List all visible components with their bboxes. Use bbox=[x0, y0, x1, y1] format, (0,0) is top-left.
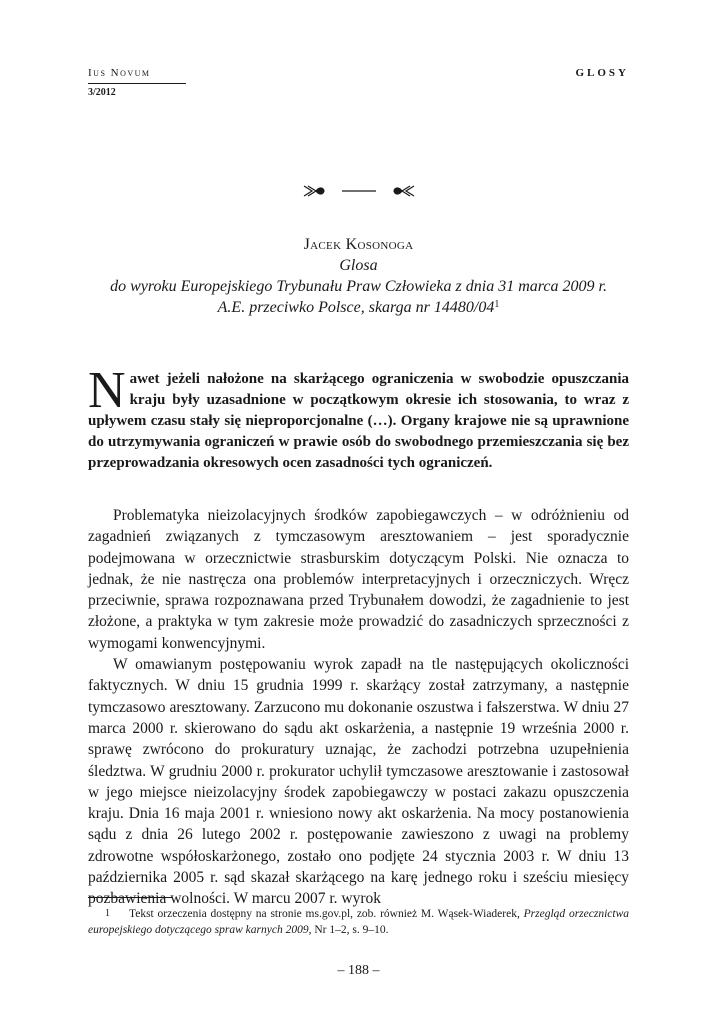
page-number: – 188 – bbox=[337, 963, 380, 978]
footnote-cited-title: Przegląd orzecznictwa europejskiego dotyczącego spraw karnych 2009 bbox=[88, 908, 630, 936]
article-title-block bbox=[88, 234, 629, 318]
body-paragraph: Problematyka nieizolacyjnych środków zapobiegawczych – w odróżnieniu od zagadnień związanych z tymczasowym aresztowaniem – jest sporadycznie podejmowana w orzecznictwie strasburskim dotyczącym Polski. Nie oznacza to jednak, że nie nastręcza ona problemów interpretacyjnych i orzeczniczych. Wręcz przeciwnie, sprawa rozpoznawana przed Trybunałem dowodzi, że zagadnienie to jest złożone, a praktyka w tym zakresie może prowadzić do zasadniczych sprzeczności z wymogami konwencyjnymi. bbox=[88, 507, 629, 652]
thesis-text: awet jeżeli nałożone na skarżącego ograniczenia w swobodzie opuszczania kraju były uzasadnione w początkowym okresie ich stosowania, to wraz z upływem czasu stały się nieproporcjonalne (…). Organy krajowe nie są uprawnione do utrzymywania ograniczeń w prawie osób do swobodnego przemieszczania się bez przeprowadzania okresowych ocen zasadności tych ograniczeń. bbox=[88, 371, 629, 471]
body-paragraph: W omawianym postępowaniu wyrok zapadł na tle następujących okoliczności faktycznych. W dniu 15 grudnia 1999 r. skarżący został zatrzymany, a następnie tymczasowo aresztowany. Zarzucono mu dokonanie oszustwa i fałszerstwa. W dniu 27 marca 2000 r. skierowano do sądu akt oskarżenia, a następnie 19 września 2000 r. sprawę zwrócono do prokuratury uznając, że zachodzi potrzebna uzupełnienia śledztwa. W grudniu 2000 r. prokurator uchylił tymczasowe aresztowanie i zastosował w jego miejsce nieizolacyjny środek zapobiegawczy w postaci zakazu opuszczenia kraju. Dnia 16 maja 2001 r. wniesiono nowy akt oskarżenia. Na mocy postanowienia sądu z dnia 26 lutego 2002 r. postępowanie zawieszono z uwagi na problemy zdrowotne współoskarżonego, zostało ono podjęte 24 stycznia 2003 r. W dniu 13 października 2005 r. sąd skazał skarżącego na karę jednego roku i sześciu miesięcy pozbawienia wolności. W marcu 2007 r. wyrok bbox=[88, 656, 629, 908]
fleuron-divider-icon bbox=[302, 183, 416, 199]
section-label: GLOSY bbox=[575, 67, 629, 79]
footnote-rule bbox=[88, 897, 172, 898]
body-text bbox=[88, 505, 629, 910]
issue-number: 3/2012 bbox=[88, 87, 116, 98]
footnote-number: 1 bbox=[105, 908, 110, 919]
author-name: Jacek Kosonoga bbox=[303, 236, 414, 253]
footnote-text-end: , Nr 1–2, s. 9–10. bbox=[308, 923, 389, 936]
article-kind: Glosa bbox=[339, 257, 378, 274]
journal-name: Ius Novum bbox=[88, 67, 151, 79]
case-reference: A.E. przeciwko Polsce, skarga nr 14480/04 bbox=[217, 299, 495, 316]
footnote bbox=[88, 906, 629, 938]
title-line: do wyroku Europejskiego Trybunału Praw Człowieka z dnia 31 marca 2009 r. bbox=[110, 278, 607, 295]
drop-cap: N bbox=[88, 362, 126, 419]
footnote-reference[interactable]: 1 bbox=[494, 299, 500, 310]
thesis-paragraph bbox=[88, 362, 629, 474]
footnote-text: Tekst orzeczenia dostępny na stronie ms.gov.pl, zob. również M. Wąsek-Wiaderek, bbox=[129, 908, 524, 920]
running-header-left bbox=[88, 67, 186, 99]
title-line bbox=[88, 297, 629, 318]
header-rule bbox=[88, 83, 186, 84]
